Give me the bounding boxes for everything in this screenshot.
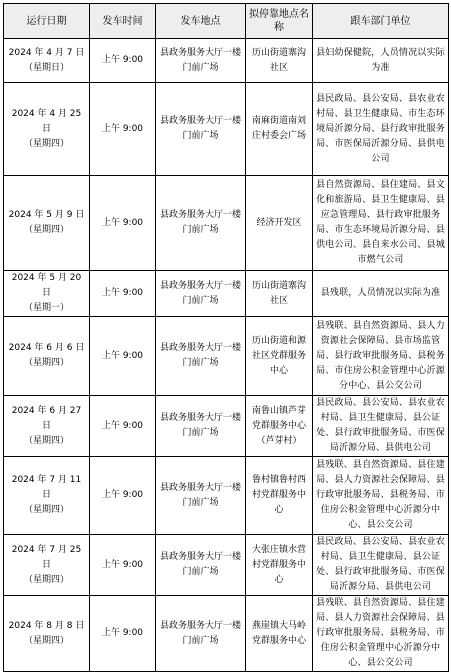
depart-place: 县政务服务大厅一楼门前广场 (156, 396, 246, 457)
departments: 县民政局、县公安局、县农业农村局、县卫生健康局、县公证处、县行政审批服务局、市医保局沂源分局、县供电公司 (313, 396, 449, 457)
table-row (4, 176, 449, 271)
stop-name: 历山街道寨沟社区 (246, 39, 313, 83)
header-depart-time: 发车时间 (90, 4, 156, 39)
stop-name: 鲁村镇鲁村西村党群服务中心 (246, 457, 313, 535)
depart-time: 上午 9:00 (90, 596, 156, 672)
departments: 县民政局、县公安局、县农业农村局、县卫生健康局、市生态环境局沂源分局、县行政审批服务局、市医保局沂源分局、县供电公司 (313, 83, 449, 176)
depart-time: 上午 9:00 (90, 271, 156, 317)
table-header-row (4, 4, 449, 39)
run-date-cell (4, 271, 90, 317)
run-date-cell (4, 457, 90, 535)
depart-time: 上午 9:00 (90, 457, 156, 535)
weekday: （星期四） (23, 358, 69, 368)
table-row (4, 39, 449, 83)
run-date: 2024 年 6 月 6 日 (8, 343, 85, 353)
table-row (4, 83, 449, 176)
run-date-cell (4, 83, 90, 176)
stop-name: 南麻街道南刘庄村委会广场 (246, 83, 313, 176)
table-row (4, 271, 449, 317)
depart-time: 上午 9:00 (90, 39, 156, 83)
table-row (4, 596, 449, 672)
weekday: （星期四） (23, 574, 69, 585)
run-date-cell (4, 176, 90, 271)
depart-place: 县政务服务大厅一楼门前广场 (156, 457, 246, 535)
run-date: 2024 年 8 月 8 日 (8, 620, 85, 631)
header-depart-place: 发车地点 (156, 4, 246, 39)
weekday: （星期四） (23, 138, 69, 149)
run-date-cell (4, 535, 90, 596)
departments: 县残联、县自然资源局、县住建局、县人力资源社会保障局、县行政审批服务局、县税务局、市住房公积金管理中心沂源分中心、县公交公司 (313, 457, 449, 535)
stop-name: 经济开发区 (246, 176, 313, 271)
depart-time: 上午 9:00 (90, 83, 156, 176)
header-run-date: 运行日期 (4, 4, 90, 39)
schedule-table (3, 3, 449, 672)
table-row (4, 317, 449, 396)
run-date: 2024 年 4 月 7 日 (8, 47, 85, 58)
table-row (4, 535, 449, 596)
weekday: （星期四） (23, 505, 69, 515)
weekday: （星期一） (23, 303, 69, 313)
run-date: 2024 年 6 月 27 日 (11, 405, 82, 431)
weekday: （星期四） (23, 225, 69, 235)
run-date-cell (4, 39, 90, 83)
header-stop-name: 拟停靠地点名称 (246, 4, 313, 39)
table-row (4, 396, 449, 457)
stop-name: 南鲁山镇芦芽党群服务中心（芦芽村） (246, 396, 313, 457)
departments: 县民政局、县公安局、县农业农村局、县卫生健康局、县公证处、县行政审批服务局、市医保局沂源分局、县供电公司 (313, 535, 449, 596)
depart-time: 上午 9:00 (90, 317, 156, 396)
departments: 县残联、县自然资源局、县住建局、县人力资源社会保障局、县行政审批服务局、县税务局、市住房公积金管理中心沂源分中心、县公交公司 (313, 596, 449, 672)
depart-place: 县政务服务大厅一楼门前广场 (156, 83, 246, 176)
depart-place: 县政务服务大厅一楼门前广场 (156, 596, 246, 672)
run-date: 2024 年 5 月 20 日 (11, 273, 82, 298)
depart-place: 县政务服务大厅一楼门前广场 (156, 317, 246, 396)
stop-name: 燕崖镇大马岭党群服务中心 (246, 596, 313, 672)
departments: 县妇幼保健院，人员情况以实际为准 (313, 39, 449, 83)
header-departments: 跟车部门单位 (313, 4, 449, 39)
run-date-cell (4, 396, 90, 457)
run-date-cell (4, 317, 90, 396)
run-date-cell (4, 596, 90, 672)
departments: 县残联，人员情况以实际为准 (313, 271, 449, 317)
depart-place: 县政务服务大厅一楼门前广场 (156, 271, 246, 317)
run-date: 2024 年 7 月 11 日 (11, 475, 82, 500)
weekday: （星期日） (23, 62, 69, 73)
run-date: 2024 年 4 月 25 日 (11, 108, 82, 134)
run-date: 2024 年 7 月 25 日 (11, 544, 82, 570)
table-row (4, 457, 449, 535)
stop-name: 历山街道和源社区党群服务中心 (246, 317, 313, 396)
depart-time: 上午 9:00 (90, 535, 156, 596)
depart-place: 县政务服务大厅一楼门前广场 (156, 535, 246, 596)
stop-name: 大张庄镇水营村党群服务中心 (246, 535, 313, 596)
depart-time: 上午 9:00 (90, 396, 156, 457)
depart-time: 上午 9:00 (90, 176, 156, 271)
departments: 县残联、县自然资源局、县人力资源社会保障局、县市场监管局、县行政审批服务局、县税务局、市住房公积金管理中心沂源分中心、县公交公司 (313, 317, 449, 396)
weekday: （星期四） (23, 435, 69, 446)
schedule-body (4, 39, 449, 672)
departments: 县自然资源局、县住建局、县文化和旅游局、县卫生健康局、县应急管理局、县行政审批服务局、市生态环境局沂源分局、县供电公司、县自来水公司、县城市燃气公司 (313, 176, 449, 271)
depart-place: 县政务服务大厅一楼门前广场 (156, 176, 246, 271)
stop-name: 历山街道寨沟社区 (246, 271, 313, 317)
run-date: 2024 年 5 月 9 日 (8, 210, 85, 220)
weekday: （星期四） (23, 635, 69, 646)
depart-place: 县政务服务大厅一楼门前广场 (156, 39, 246, 83)
